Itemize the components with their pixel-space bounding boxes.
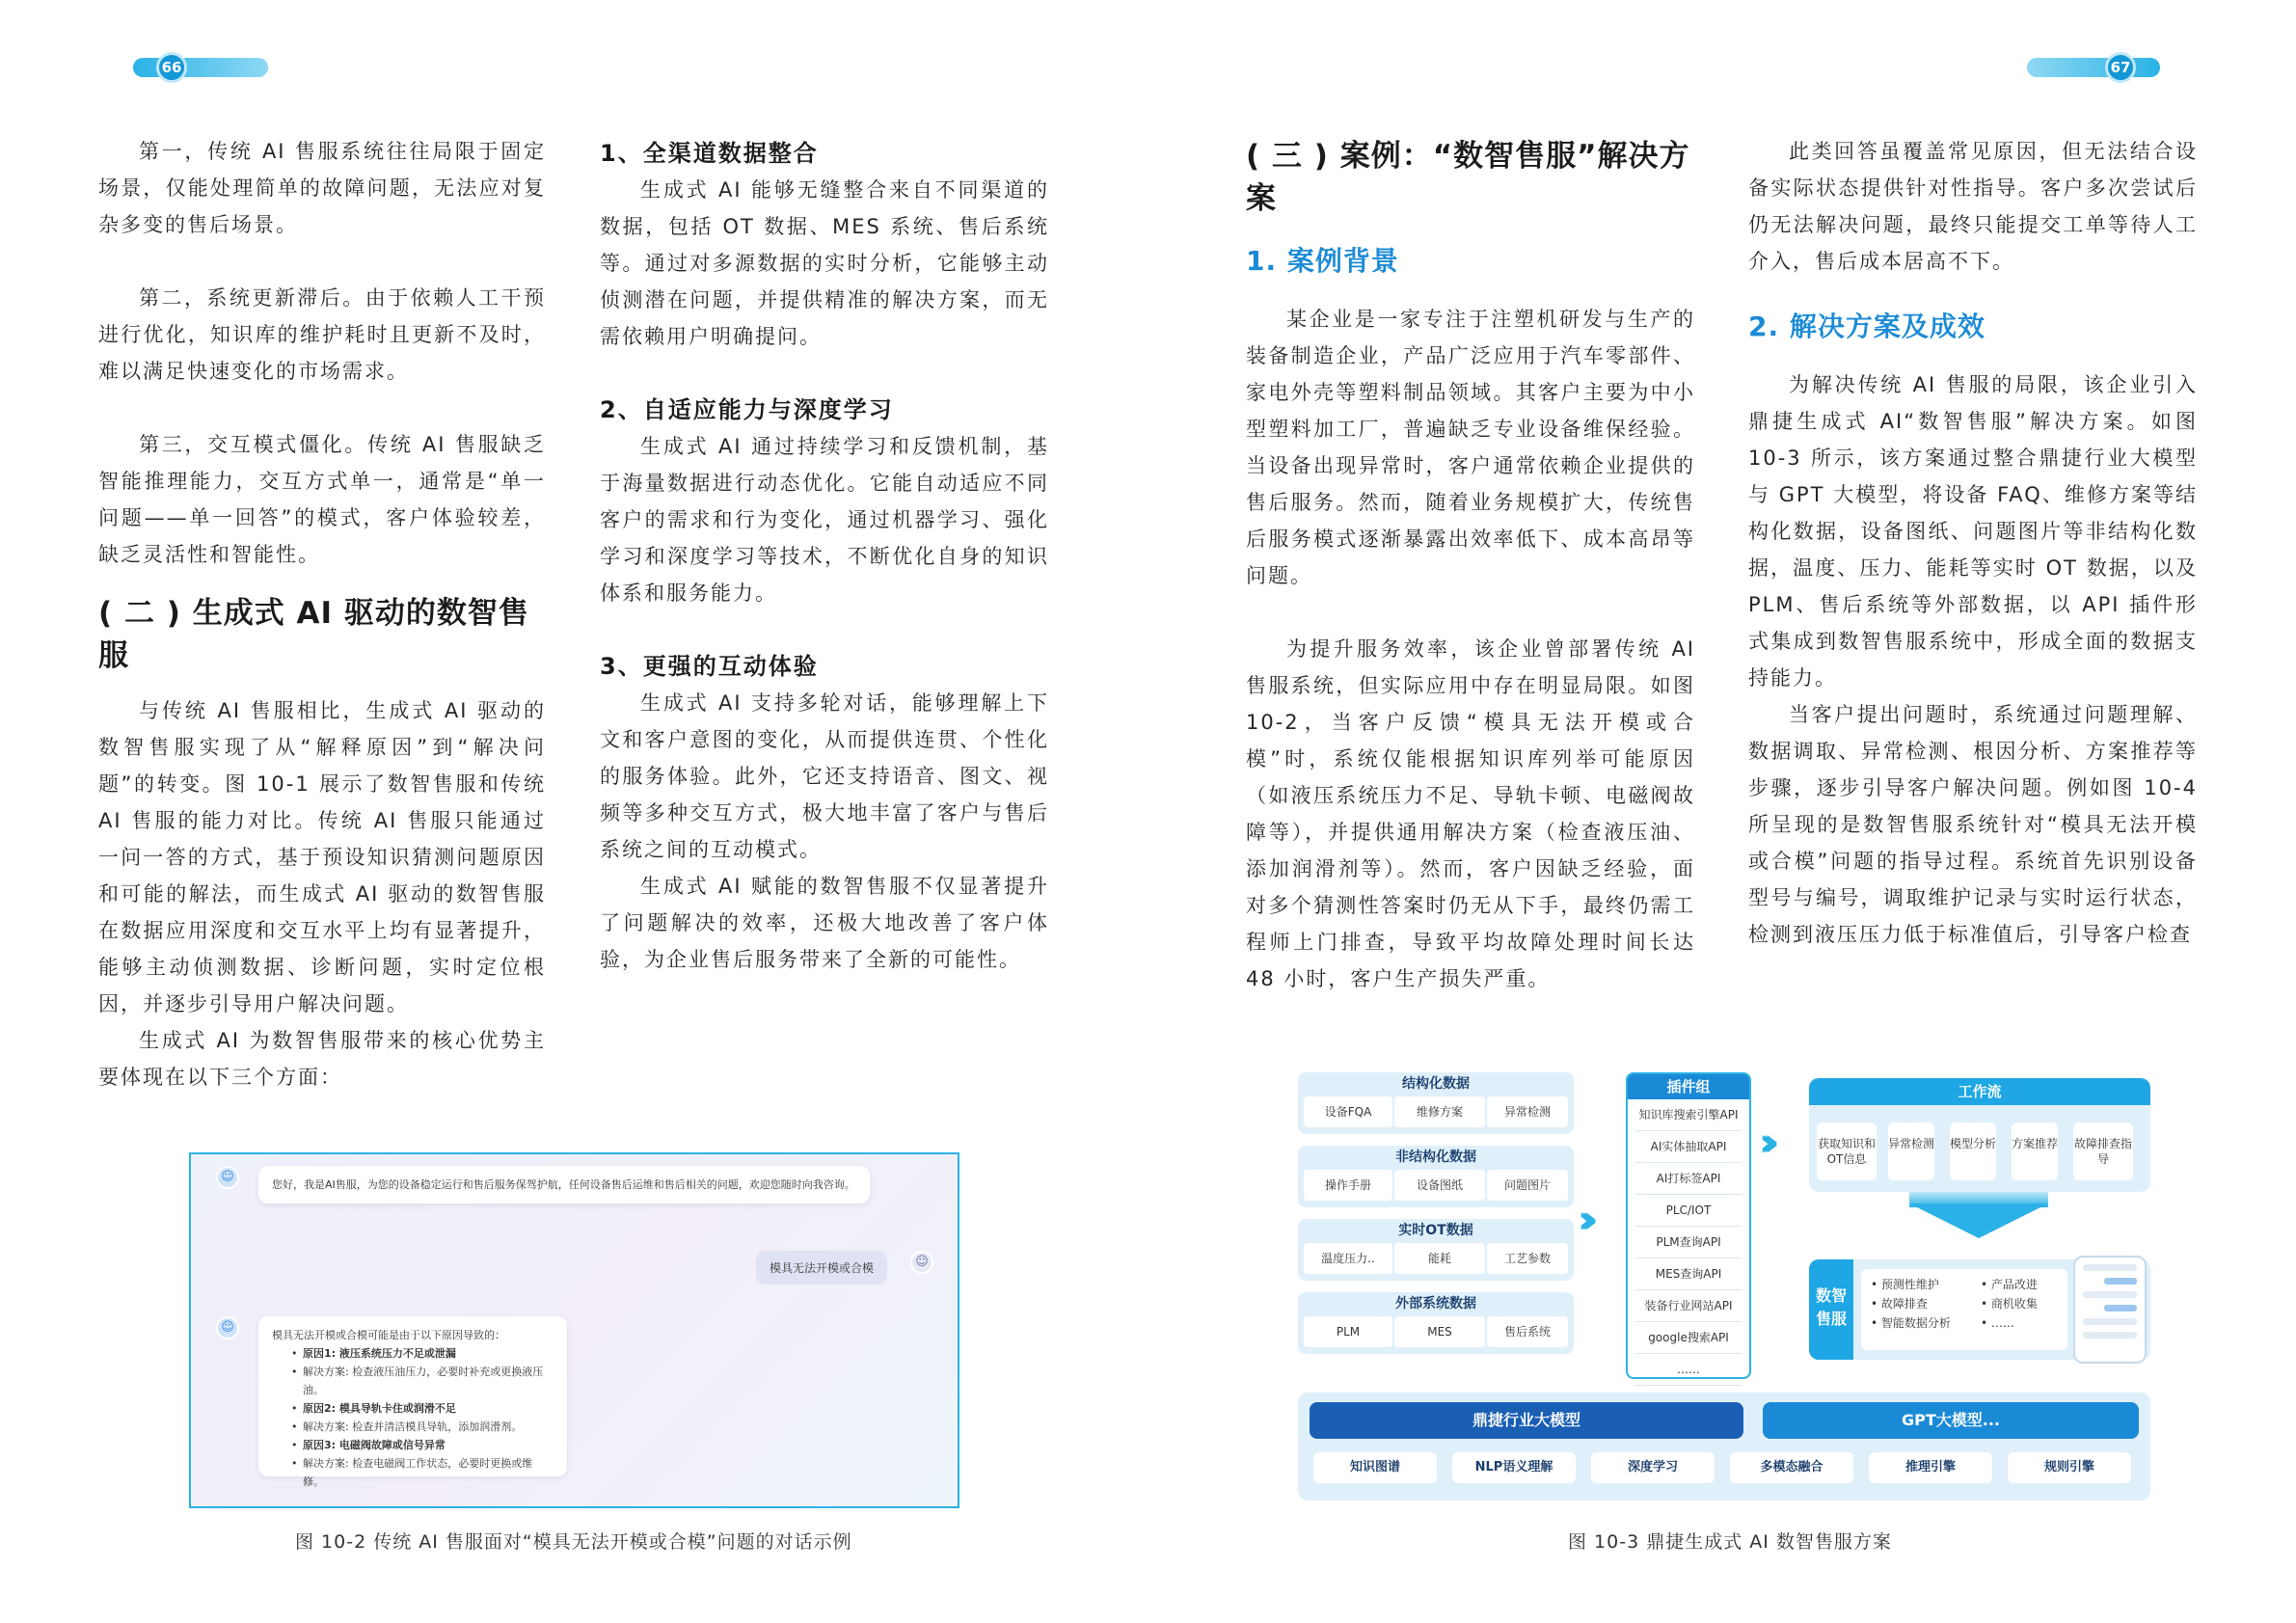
data-group [1298,1146,1574,1207]
figure-caption: 图 10-2 传统 AI 售服面对“模具无法开模或合模”问题的对话示例 [295,1531,852,1553]
plugin-item: MES查询API [1635,1258,1742,1290]
right-page-number: 67 [2105,52,2136,83]
capability-item: 规则引擎 [2008,1452,2131,1483]
chevron-right-icon: ››› [1578,1198,1585,1242]
reply-item [303,1436,554,1454]
data-group-item: 工艺参数 [1487,1243,1568,1274]
user-avatar-icon: ☺ [910,1251,933,1274]
data-group-item: 设备FQA [1304,1096,1392,1127]
bot-greeting-bubble: 您好，我是AI售服，为您的设备稳定运行和售后服务保驾护航，任何设备售后运维和售后相关的问题，欢迎您随时向我咨询。 [258,1166,870,1204]
data-group-item: 设备图纸 [1394,1170,1485,1201]
blue-subheading: 2. 解决方案及成效 [1748,311,1985,342]
plugin-group [1626,1072,1751,1379]
feature-item: • …… [1981,1316,2014,1330]
reply-item: • 解决方案: 检查电磁阀工作状态，必要时更换或维修。 [303,1454,554,1491]
plugin-item: AI实体抽取API [1635,1131,1742,1163]
architecture-diagram [1292,1072,2150,1501]
digital-service-features [1861,1269,2067,1350]
down-arrow-icon [1909,1204,2048,1238]
bot-avatar-icon: ☺ [216,1316,239,1339]
workflow-step: 模型分析 [1950,1123,1996,1180]
data-group-item: 温度压力.. [1304,1243,1392,1274]
capability-item: NLP语义理解 [1452,1452,1576,1483]
model-base [1298,1393,2150,1501]
right-page-bar [2027,58,2160,77]
paragraph: 第三，交互模式僵化。传统 AI 售服缺乏智能推理能力，交互方式单一，通常是“单一问题——单一回答”的模式，客户体验较差，缺乏灵活性和智能性。 [98,433,546,566]
plugin-item: 装备行业网站API [1635,1290,1742,1322]
column-4 [1748,133,2198,953]
paragraph: 当客户提出问题时，系统通过问题理解、数据调取、异常检测、根因分析、方案推荐等步骤，逐步引导客户解决问题。例如图 10-4 所呈现的是数智售服系统针对“模具无法开模或合模”问题的指导过程。系统首先识别设备型号与编号，调取维护记录与实时运行状态，检测到液压压力低于标准值后，引导客户检查 [1748,703,2198,946]
chevron-right-icon: ››› [1759,1121,1767,1165]
data-group-item: 异常检测 [1487,1096,1568,1127]
data-group [1298,1292,1574,1354]
paragraph: 生成式 AI 通过持续学习和反馈机制，基于海量数据进行动态优化。它能自动适应不同客户的需求和行为变化，通过机器学习、强化学习和深度学习等技术，不断优化自身的知识体系和服务能力。 [600,435,1049,605]
blue-subheading: 1. 案例背景 [1246,245,1399,277]
paragraph: 为提升服务效率，该企业曾部署传统 AI 售服系统，但实际应用中存在明显局限。如图 10-2，当客户反馈“模具无法开模或合模”时，系统仅能根据知识库列举可能原因（如液压系统压力不足、导轨卡顿、电磁阀故障等），并提供通用解决方案（检查液压油、添加润滑剂等）。然而，客户因缺乏经验，面对多个猜测性答案时仍无从下手，最终仍需工程师上门排查，导致平均故障处理时间长达 48 小时，客户生产损失严重。 [1246,637,1695,990]
subheading: 3、更强的互动体验 [600,653,819,680]
reply-intro: 模具无法开模或合模可能是由于以下原因导致的： [272,1329,505,1341]
paragraph: 第一，传统 AI 售服系统往往局限于固定场景，仅能处理简单的故障问题，无法应对复杂多变的售后场景。 [98,140,546,236]
column-1 [98,133,546,1096]
paragraph: 某企业是一家专注于注塑机研发与生产的装备制造企业，产品广泛应用于汽车零部件、家电外壳等塑料制品领域。其客户主要为中小型塑料加工厂，普遍缺乏专业设备维保经验。当设备出现异常时，客户通常依赖企业提供的售后服务。然而，随着业务规模扩大，传统售后服务模式逐渐暴露出效率低下、成本高昂等问题。 [1246,308,1695,587]
feature-item: • 商机收集 [1981,1297,2038,1311]
paragraph: 生成式 AI 能够无缝整合来自不同渠道的数据，包括 OT 数据、MES 系统、售后系统等。通过对多源数据的实时分析，它能够主动侦测潜在问题，并提供精准的解决方案，而无需依赖用户明确提问。 [600,178,1049,348]
reply-cause: 原因1: 液压系统压力不足或泄漏 [303,1347,456,1360]
data-group-item: 操作手册 [1304,1170,1392,1201]
left-page-number: 66 [156,52,187,83]
data-group-item: 能耗 [1394,1243,1485,1274]
workflow-step: 方案推荐 [2012,1123,2058,1180]
feature-item: • 智能数据分析 [1871,1316,1951,1330]
plugin-item: …… [1635,1354,1742,1386]
bot-reply-bubble [258,1316,567,1488]
reply-item: • 解决方案: 检查液压油压力，必要时补充或更换液压油。 [303,1363,554,1399]
section-heading: ( 三 ) 案例：“数智售服”解决方案 [1246,139,1690,216]
plugin-group-title: 插件组 [1628,1074,1749,1099]
feature-item: • 产品改进 [1981,1278,2038,1291]
column-3 [1246,135,1695,997]
capability-item: 深度学习 [1591,1452,1715,1483]
user-message-bubble: 模具无法开模或合模 [756,1251,887,1285]
workflow-title: 工作流 [1809,1078,2150,1105]
workflow-step: 获取知识和OT信息 [1817,1123,1877,1180]
reply-cause: 原因3: 电磁阀故障或信号异常 [303,1439,446,1451]
subheading: 2、自适应能力与深度学习 [600,396,894,423]
subheading: 1、全渠道数据整合 [600,140,819,167]
plugin-item: AI打标签API [1635,1163,1742,1195]
data-group-item: MES [1394,1316,1485,1347]
capability-item: 知识图谱 [1313,1452,1437,1483]
chat-example-figure [189,1152,959,1508]
workflow-step: 异常检测 [1888,1123,1934,1180]
left-page-bar [133,58,268,77]
reply-item: • 解决方案: 检查并清洁模具导轨，添加润滑剂。 [303,1418,554,1436]
reply-item [303,1344,554,1363]
workflow-step: 故障排查指导 [2073,1123,2133,1180]
section-heading: ( 二 ) 生成式 AI 驱动的数智售服 [98,596,529,673]
data-group-item: 维修方案 [1394,1096,1485,1127]
data-group-title: 实时OT数据 [1398,1223,1473,1238]
capability-item: 推理引擎 [1869,1452,1992,1483]
data-group-title: 结构化数据 [1402,1076,1470,1092]
reply-item [303,1399,554,1418]
column-2 [600,135,1049,978]
feature-item: • 预测性维护 [1871,1278,1939,1291]
data-group-item: PLM [1304,1316,1392,1347]
data-group-item: 售后系统 [1487,1316,1568,1347]
digital-service-label: 数智售服 [1809,1259,1853,1360]
paragraph: 为解决传统 AI 售服的局限，该企业引入鼎捷生成式 AI“数智售服”解决方案。如图 10-3 所示，该方案通过整合鼎捷行业大模型与 GPT 大模型，将设备 FAQ、维修方案等结构化数据，设备图纸、问题图片等非结构化数据，温度、压力、能耗等实时 OT 数据，以及 PLM、售后系统等外部数据，以 API 插件形式集成到数智售服系统中，形成全面的数据支持能力。 [1748,373,2198,690]
reply-cause: 原因2: 模具导轨卡住或润滑不足 [303,1402,456,1415]
data-group [1298,1072,1574,1134]
industry-model-bar: 鼎捷行业大模型 [1310,1402,1743,1439]
phone-mockup-icon [2073,1256,2147,1364]
reply-list [272,1344,554,1491]
figure-caption: 图 10-3 鼎捷生成式 AI 数智售服方案 [1568,1531,1892,1553]
data-group-title: 外部系统数据 [1395,1296,1476,1312]
plugin-item: google搜索API [1635,1322,1742,1354]
plugin-item: PLM查询API [1635,1227,1742,1258]
paragraph: 生成式 AI 支持多轮对话，能够理解上下文和客户意图的变化，从而提供连贯、个性化的服务体验。此外，它还支持语音、图文、视频等多种交互方式，极大地丰富了客户与售后系统之间的互动模式。 [600,691,1049,861]
data-group-title: 非结构化数据 [1395,1150,1476,1165]
data-group [1298,1219,1574,1281]
paragraph: 第二，系统更新滞后。由于依赖人工干预进行优化，知识库的维护耗时且更新不及时，难以满足快速变化的市场需求。 [98,286,546,383]
capability-item: 多模态融合 [1730,1452,1853,1483]
paragraph: 与传统 AI 售服相比，生成式 AI 驱动的数智售服实现了从“解释原因”到“解决问题”的转变。图 10-1 展示了数智售服和传统 AI 售服的能力对比。传统 AI 售服只能通过一问一答的方式，基于预设知识猜测问题原因和可能的解法，而生成式 AI 驱动的数智售服在数据应用深度和交互水平上均有显著提升，能够主动侦测数据、诊断问题，实时定位根因，并逐步引导用户解决问题。 [98,699,546,1015]
data-group-item: 问题图片 [1487,1170,1568,1201]
workflow-box [1809,1078,2150,1192]
paragraph: 生成式 AI 赋能的数智售服不仅显著提升了问题解决的效率，还极大地改善了客户体验，为企业售后服务带来了全新的可能性。 [600,875,1049,971]
paragraph: 生成式 AI 为数智售服带来的核心优势主要体现在以下三个方面： [98,1029,546,1089]
paragraph: 此类回答虽覆盖常见原因，但无法结合设备实际状态提供针对性指导。客户多次尝试后仍无法解决问题，最终只能提交工单等待人工介入，售后成本居高不下。 [1748,140,2198,273]
gpt-model-bar: GPT大模型... [1763,1402,2139,1439]
plugin-item: PLC/IOT [1635,1195,1742,1227]
plugin-item: 知识库搜索引擎API [1635,1099,1742,1131]
feature-item: • 故障排查 [1871,1297,1928,1311]
bot-avatar-icon: ☺ [216,1166,239,1189]
